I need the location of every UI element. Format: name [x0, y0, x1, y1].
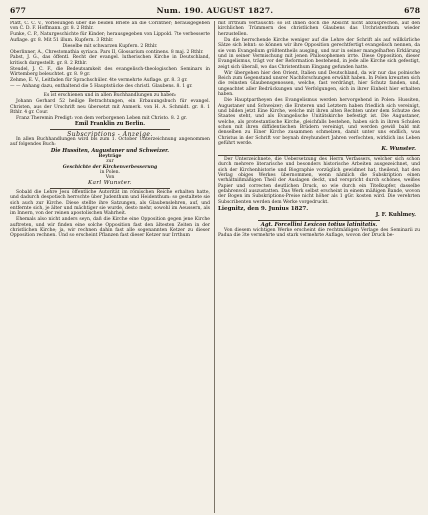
place-date: Liegnitz, den 9. Junius 1827.: [218, 206, 309, 213]
book-subtitle: in Polen.: [100, 169, 120, 175]
book-by: Von: [105, 175, 115, 181]
column-divider: [214, 21, 215, 513]
subscription-paragraph: Ehemals also nicht anders seyn, daß die Kirche eine Opposition gegen jene Kirche auftreten, und wir finden eine solche Opposition fast den ältesten Zeiten in der christlichen Kirche; ja, wir rechnen dahin fast alle sogenannten Ketzer zu dieser Opposition rechnen. Und so erscheint Pflanzen fast dieser Ketzer nur Irrthum: [10, 217, 210, 239]
section-divider: [50, 188, 170, 189]
article-paragraph: Da die herrschende Kirche weniger auf die Lehre der Schrift als auf willkürliche Sätze sich lehnt: so können wir ihre Opposition gerechtfertigt evangelisch nennen, da sie vom Evangelium größtentheils ausging, und nur in seiner mangelhaften Erklärung und in seiner Vermischung mit jenen Philosophemen irrte. Diese Opposition, dieser Evangelismus, trägt vor der Reformation bestehend, in jede alle Kirche sich gefestigt, zeigt sich überall, wo das Christenthum Eingang gefunden hatte.: [218, 37, 420, 70]
book-subtitle: Geschichte der Kirchenverbesserung: [62, 164, 158, 170]
author-signature: K. Wunster.: [381, 146, 416, 153]
section-divider: [50, 91, 170, 92]
section-divider: [218, 155, 420, 156]
page-number-left: 677: [10, 6, 26, 15]
page-number-right: 678: [404, 6, 420, 15]
book-entry: Zehme, E. V., Leitfaden für Sprachschüler. 4te vermehrte Auflage. gr. 8. 3 gr.: [10, 78, 188, 83]
publisher-note: Der Unterzeichnete, die Uebersetzung des Herrn Verfassers, welcher sich schon durch mehrere literarische und besonders historische Arbeiten ausgezeichnet, und sich der Kirchenhistorie und Biographie vorzüglich gewidmet hat, theilend, hat den Verlag obiges Werkes übernommen, wenn nämlich die Subskription einen verhältnißmäßigen Theil der Auslagen deckt, und verspricht durch schönes, weißes Papier und correcten deutlichen Druck, so wie durch ein Titelkupfer, dasselbe gefahrenvoll auszustatten. Das Werk selbst erscheint in einem mäßigen Bande, wovon der Bogen im Subskriptions-Preise nicht höher als 1 gGr. kosten wird. Die verehrten Subscribenten werden dem Werke vorgedruckt.: [218, 157, 420, 205]
book-entry: Funke, C. P., Naturgeschichte für Kinder; herausgegeben von Lippold. 7te verbesserte Auflage. gr. 8. Mit 51 illum. Kupfern. 3 Rthlr.: [10, 32, 210, 43]
book-title: Die Hussiten, Augustaner und Schweizer.: [50, 147, 170, 154]
ad-text: Franz Theremin Predigt: von dem verborgenen Leben mit Christo. 8. 2 gr.: [16, 116, 187, 122]
book-entry: Pabst, J. G., das öffentl. Recht der evangel. lutherischen Kirche in Deutschland, kritisch dargestellt. gr. 8. 2 Rthlr.: [10, 55, 210, 66]
ad-text: Johann Gerhard 52 heilige Betrachtungen, ein Erbauungsbuch für evangel. Christen, aus der Urschrift neu übersetzt mit Anmerk. von H. A. Schmidt. gr. 8. 1 Rthlr. 4 gr. Cour.: [10, 99, 210, 116]
article-paragraph: mit Irrthum vertauscht: so ist ihnen doch die Absicht nicht abzusprechen, auf den kirchlichen Trümmern des christlichen Glaubens das Urchristenthum wieder herzustellen.: [218, 21, 420, 37]
book-entry: — — Anhang dazu, enthaltend die 5 Hauptstücke des christl. Glaubens. 8. 1 gr.: [10, 83, 193, 89]
lexicon-title: Agt. Forcellini Lexicon totius latinitatis.: [260, 221, 378, 228]
left-column: [10, 21, 210, 240]
columns: [10, 19, 420, 515]
book-entry: Platt, C. C. v., Vorlesungen über die beiden Briefe an die Corinther; herausgegeben von C. D. F. Hoffmann. gr. 8. 2 Rthlr.: [10, 21, 210, 32]
book-entry: Dieselbe mit schwarzen Kupfern. 2 Rthlr.: [62, 43, 158, 49]
book-entry: Oberlinner, A., Chrestomathia syriaca. Pars II, Glossarium continens. 8 maj. 2 Rthlr.: [10, 49, 204, 55]
article-paragraph: Wir übergehen hier den Orient, Italien und Deutschland, da wir nur das polnische Reich zum Gegenstand unsrer Nachforschungen erwählt haben. In Polen kreuzten sich die reinsten Glaubensgenossen, welche, fast verdrängt, hier Schutz fanden, und, ungeachtet aller Bedrückungen und Verfolgungen, sich in ihrer Einheit hier erhalten haben.: [218, 70, 420, 98]
book-author: Karl Wunster.: [88, 179, 132, 186]
ad-publisher: Emil Franklin zu Berlin.: [74, 121, 146, 128]
article-paragraph: Die Hauptpartheyen des Evangelismus werden hervorgehend in Polen: Hussiten, Augustaner und Schweizer; die Ersteren und Letztern haben friedlich sich vereinigt, und bilden jetzt Eine Kirche, welche mit ihren alten Rechten unter dem Schutze des Staates steht, und als Evangelische Unitätskirche befestigt ist. Die Augustaner, welche, als protestantische Kirche, gleichfalls bestehen, haben sich in ihren Schulen schon mit ihren diffidentischen Brüdern vereinigt, und werden gewiß bald mit denselben zu Einer Kirche zusammen schmelzen, damit unter uns endlich, was Christus in der Schrift vor beynah dreyhundert Jahren verfochten, wirklich ins Leben geführt werde.: [218, 98, 420, 146]
subscription-intro: In allen Buchhandlungen wird bis zum 1. October Unterzeichnung angenommen auf folgendes Buch:: [10, 137, 210, 148]
issue-title: Num. 190. AUGUST 1827.: [156, 6, 274, 15]
ad-intro: Es ist erschienen und in allen Buchhandlungen zu haben:: [43, 93, 177, 99]
book-entry: Steudel, J. C. F., die Bedeutsamkeit des evangelisch-theologischen Seminars in Wirtemberg beleuchtet. gr. 8. 9 gr.: [10, 66, 210, 78]
lexicon-paragraph: Von diesem wichtigen Werke erscheint die rechtmäßigen Verlage des Seminarii zu Padua die 3te vermehrte und stark vermehrte Auflage, wovon der Druck be-: [218, 228, 420, 239]
publisher-name: J. F. Kuhlmey.: [375, 212, 416, 219]
page-header: [10, 6, 420, 19]
subscription-title: Subscriptions - Anzeige.: [67, 130, 153, 138]
book-subtitle: zur: [106, 159, 114, 165]
right-column: [218, 21, 420, 240]
subscription-paragraph: Sobald die Lehre Jesu öffentliche Autorität im römischen Reiche erhalten hatte, und dadurch despotisch herrschte über Judenthum und Heidenthum: so gestaltete sie sich auch zur Kirche. Diese stellte ihre Satzungen, als Glaubenslehren, auf, und entfernte sich, je älter und mächtiger sie wurde, desto mehr, sowohl im Aeussern, als im Innern, von der reinen apostolischen Wahrheit.: [10, 189, 210, 217]
book-subtitle: Beyträge: [98, 153, 122, 159]
